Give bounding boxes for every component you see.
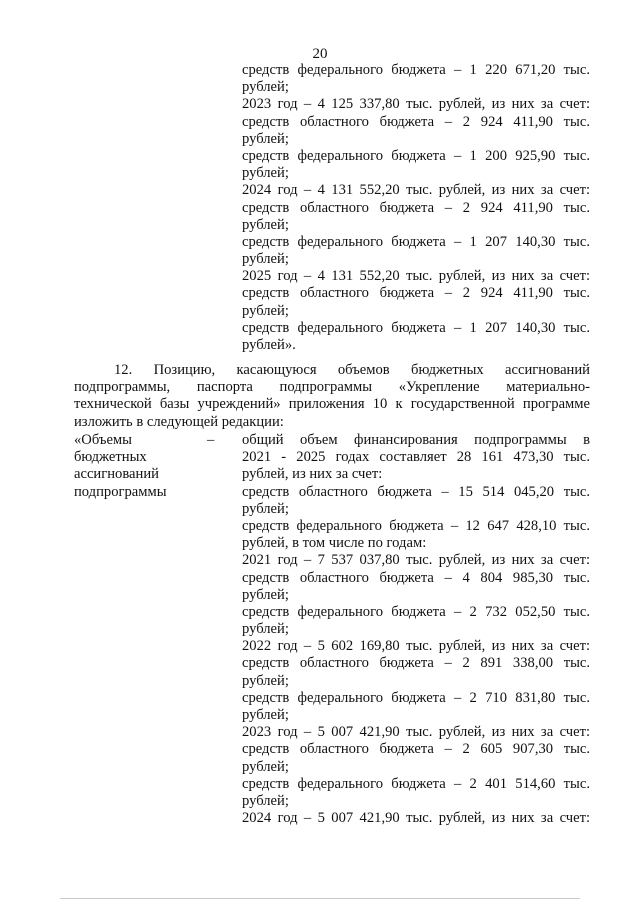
text-line: рублей;: [242, 216, 289, 233]
text-line: средств федерального бюджета – 1 200 925,90 тыс.: [242, 147, 590, 164]
table-value-line: рублей;: [242, 586, 289, 603]
table-value-line: общий объем финансирования подпрограммы в: [242, 432, 590, 448]
table-value-line: рублей;: [242, 707, 289, 723]
text-line: рублей;: [242, 165, 289, 182]
table-value-line: 2021 - 2025 годах составляет 28 161 473,30 тыс.: [242, 449, 590, 466]
text-line: 2023 год – 4 125 337,80 тыс. рублей, из них за счет:: [242, 96, 590, 113]
table-value-line: рублей, в том числе по годам:: [242, 535, 427, 552]
table-value-line: средств областного бюджета – 2 891 338,00 тыс.: [242, 655, 590, 672]
text-line: рублей;: [242, 302, 289, 319]
page-number: 20: [312, 46, 328, 62]
table-value-line: средств федерального бюджета – 12 647 428,10 тыс.: [242, 517, 590, 534]
table-value-line: рублей;: [242, 792, 289, 809]
text-line: средств областного бюджета – 2 924 411,90 тыс.: [242, 285, 590, 302]
scan-edge-line: [60, 898, 580, 899]
table-value-line: 2024 год – 5 007 421,90 тыс. рублей, из них за счет:: [242, 810, 590, 827]
table-label-line: бюджетных: [74, 449, 147, 466]
table-label-line: подпрограммы: [74, 483, 167, 500]
table-value-line: рублей, из них за счет:: [242, 466, 383, 483]
text-line: рублей;: [242, 79, 289, 96]
table-value-line: средств федерального бюджета – 2 710 831,80 тыс.: [242, 689, 590, 706]
table-label-line: ассигнований: [74, 466, 159, 483]
table-value-line: рублей;: [242, 500, 289, 517]
table-dash: –: [207, 432, 215, 448]
table-value-line: 2021 год – 7 537 037,80 тыс. рублей, из них за счет:: [242, 552, 590, 569]
paragraph-12: [0, 362, 640, 431]
table-value-line: рублей;: [242, 621, 289, 638]
text-line: изложить в следующей редакции:: [74, 413, 284, 430]
text-line: рублей».: [242, 337, 296, 353]
table-value-line: средств федерального бюджета – 2 732 052,50 тыс.: [242, 603, 590, 620]
table-value-line: средств областного бюджета – 15 514 045,20 тыс.: [242, 483, 590, 500]
table-value-line: средств областного бюджета – 2 605 907,30 тыс.: [242, 741, 590, 758]
text-line: средств федерального бюджета – 1 207 140,30 тыс.: [242, 233, 590, 250]
text-line: рублей;: [242, 130, 289, 147]
text-line: средств областного бюджета – 2 924 411,90 тыс.: [242, 199, 590, 216]
passport-table: [0, 432, 640, 827]
text-line: подпрограммы, паспорта подпрограммы «Укрепление материально-: [74, 379, 590, 396]
text-line: 2025 год – 4 131 552,20 тыс. рублей, из них за счет:: [242, 268, 590, 285]
text-line: средств федерального бюджета – 1 207 140,30 тыс.: [242, 319, 590, 336]
text-line: средств областного бюджета – 2 924 411,90 тыс.: [242, 113, 590, 130]
text-line: средств федерального бюджета – 1 220 671,20 тыс.: [242, 62, 590, 78]
text-line: 2024 год – 4 131 552,20 тыс. рублей, из них за счет:: [242, 182, 590, 199]
table-label-line: «Объемы: [74, 432, 132, 448]
table-value-line: 2023 год – 5 007 421,90 тыс. рублей, из них за счет:: [242, 724, 590, 741]
table-value-line: рублей;: [242, 672, 289, 689]
table-value-line: средств областного бюджета – 4 804 985,30 тыс.: [242, 569, 590, 586]
text-line: рублей;: [242, 251, 289, 268]
text-line: технической базы учреждений» приложения 10 к государственной программе: [74, 396, 590, 413]
table-value-line: рублей;: [242, 758, 289, 775]
table-value-line: средств федерального бюджета – 2 401 514,60 тыс.: [242, 775, 590, 792]
table-value-line: 2022 год – 5 602 169,80 тыс. рублей, из них за счет:: [242, 638, 590, 655]
text-line: 12. Позицию, касающуюся объемов бюджетных ассигнований: [114, 362, 590, 378]
budget-continuation-block: [0, 62, 640, 354]
